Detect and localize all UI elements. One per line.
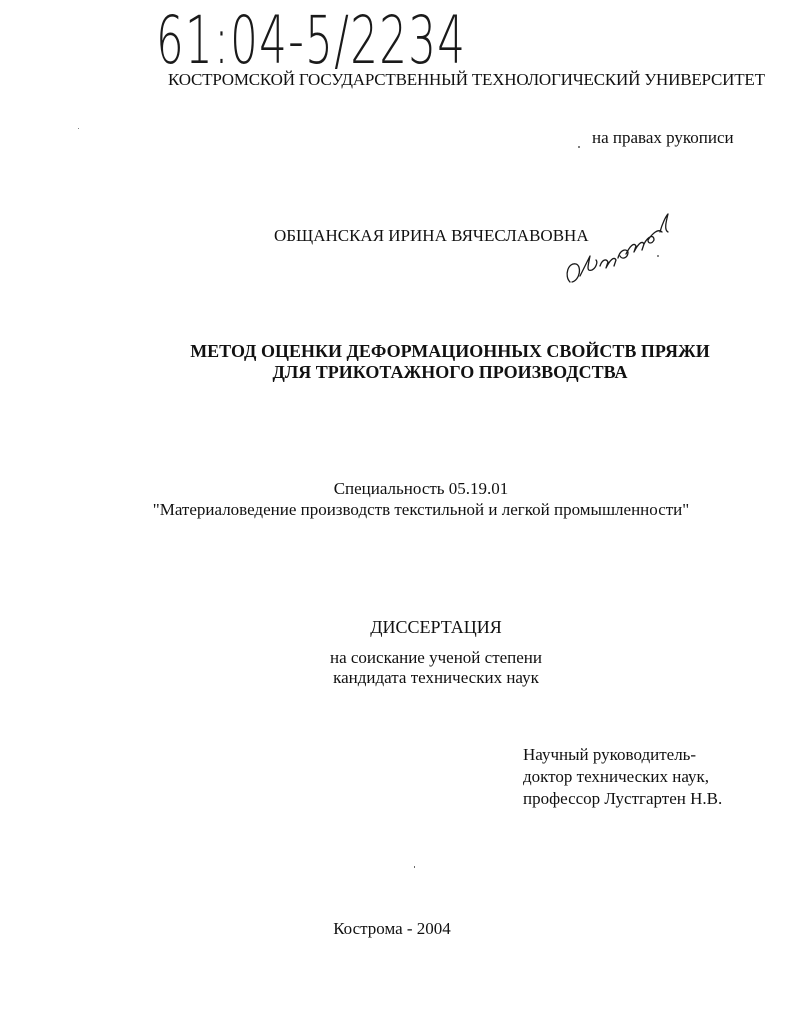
supervisor-block xyxy=(523,744,722,810)
title-line-2: ДЛЯ ТРИКОТАЖНОГО ПРОИЗВОДСТВА xyxy=(272,362,628,382)
supervisor-line-1: Научный руководитель- xyxy=(523,745,697,764)
specialty-code: Специальность 05.19.01 xyxy=(333,479,509,498)
handwritten-archive-number: 61:04-5/2234 xyxy=(156,2,467,79)
author-signature xyxy=(562,210,674,290)
supervisor-line-2: доктор технических наук, xyxy=(523,767,710,786)
degree-block xyxy=(0,648,792,688)
dissertation-heading: ДИССЕРТАЦИЯ xyxy=(370,617,502,637)
degree-line-1: на соискание ученой степени xyxy=(329,648,543,667)
supervisor-line-3: профессор Лустгартен Н.В. xyxy=(523,789,723,808)
title-line-1: МЕТОД ОЦЕНКИ ДЕФОРМАЦИОННЫХ СВОЙСТВ ПРЯЖИ xyxy=(190,341,710,361)
specialty-name: "Материаловедение производств текстильной и легкой промышленности" xyxy=(152,500,690,519)
signature-dot xyxy=(657,255,659,257)
degree-line-2: кандидата технических наук xyxy=(333,668,539,687)
manuscript-note: на правах рукописи xyxy=(592,128,734,147)
specialty-block xyxy=(0,478,792,520)
city-year: Кострома - 2004 xyxy=(333,919,451,938)
university-name: КОСТРОМСКОЙ ГОСУДАРСТВЕННЫЙ ТЕХНОЛОГИЧЕСКИЙ УНИВЕРСИТЕТ xyxy=(168,70,765,89)
scan-speck xyxy=(578,146,580,148)
scan-speck xyxy=(78,128,79,129)
dissertation-title xyxy=(0,341,792,383)
author-name: ОБЩАНСКАЯ ИРИНА ВЯЧЕСЛАВОВНА xyxy=(274,226,589,245)
scan-speck xyxy=(414,866,415,868)
